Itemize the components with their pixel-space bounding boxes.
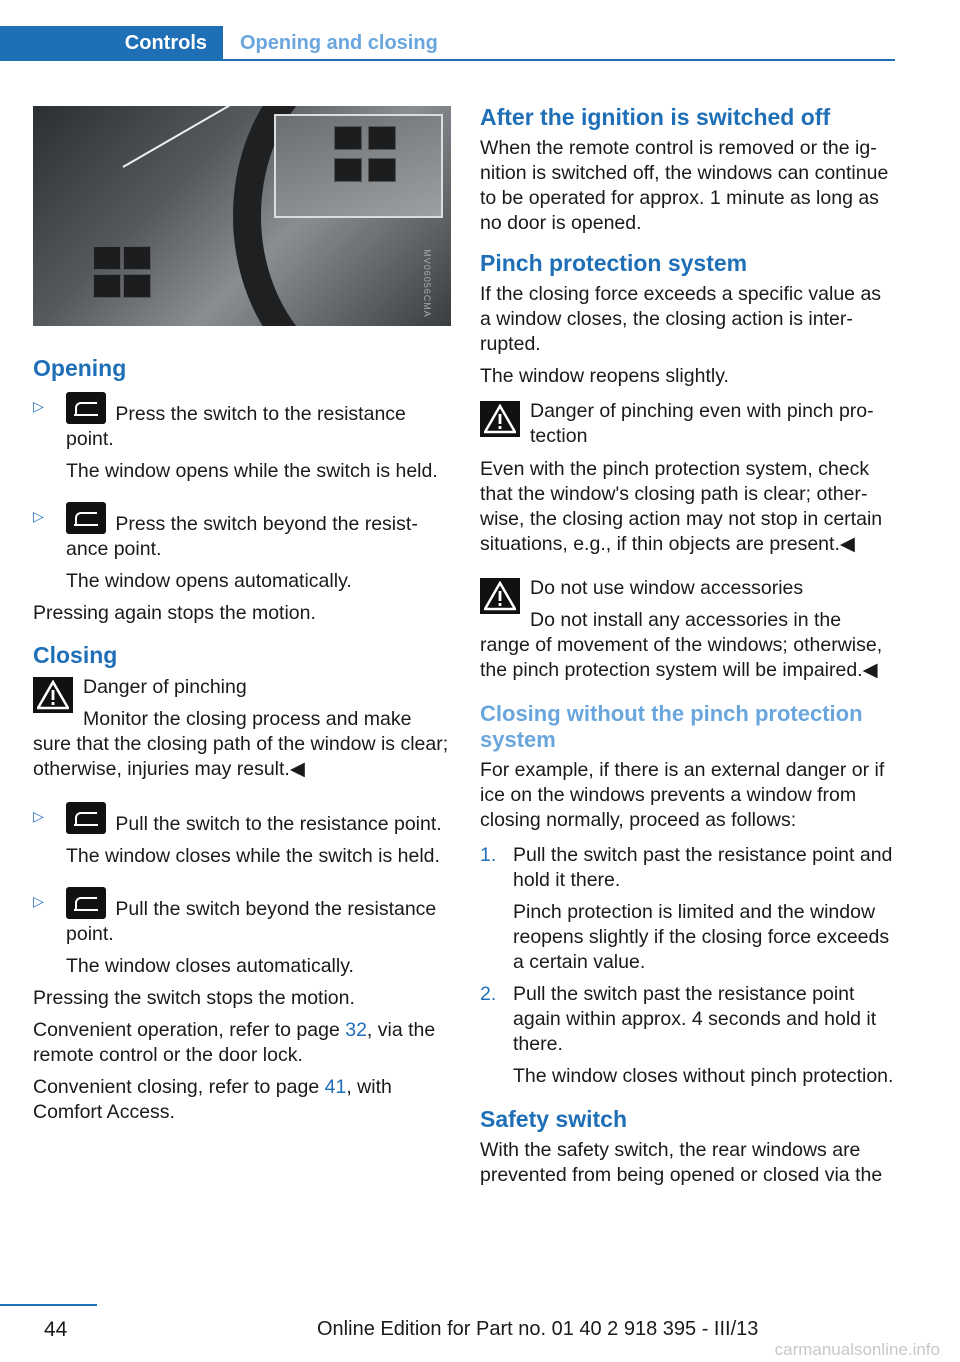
list-item xyxy=(33,502,453,594)
pinch-text: If the closing force exceeds a specific value as a window closes, the closing action is interrupted. xyxy=(480,283,882,355)
footer-text: Online Edition for Part no. 01 40 2 918 395 - III/13 xyxy=(317,1318,759,1340)
warning-icon xyxy=(480,401,520,437)
warning-icon xyxy=(480,578,520,614)
switch-shape xyxy=(334,158,362,182)
warning-title: Do not use window accessories xyxy=(530,577,804,599)
photo-code: MV06056CMA xyxy=(422,249,433,318)
subsection-tab[interactable]: Opening and closing xyxy=(240,32,438,54)
convenient-closing-text xyxy=(33,1075,453,1125)
text-part: , with Comfort Access. xyxy=(33,1076,392,1123)
window-switch-icon xyxy=(66,502,106,534)
pinch-heading: Pinch protection system xyxy=(480,250,748,276)
ignition-text: When the remote control is removed or the ignition is switched off, the windows can continue to be operated for approx. 1 minute as long as no door is opened. xyxy=(480,137,889,234)
nopinch-text: For example, if there is an external danger or if ice on the windows prevents a window from closing normally, proceed as follows: xyxy=(480,759,885,831)
item-text: Pull the switch beyond the resistance point. xyxy=(66,898,437,945)
warning-block xyxy=(480,576,895,601)
page-number: 44 xyxy=(44,1318,68,1341)
item-sub: The window opens while the switch is held. xyxy=(66,460,438,482)
list-item xyxy=(33,392,453,484)
left-column xyxy=(33,100,453,1125)
switch-shape xyxy=(368,158,396,182)
warning-text: Monitor the closing process and make sure that the closing path of the window is clear; otherwise, injuries may result.◀ xyxy=(33,708,449,780)
text-part: Convenient closing, refer to page xyxy=(33,1076,325,1098)
text-part: , via the remote control or the door lock. xyxy=(33,1019,436,1066)
item-text: Pull the switch to the resistance point. xyxy=(115,813,442,835)
watermark: carmanualsonline.info xyxy=(774,1340,940,1359)
triangle-bullet-icon: ▷ xyxy=(33,808,44,824)
convenient-operation-text xyxy=(33,1018,453,1068)
list-item xyxy=(33,802,453,869)
triangle-bullet-icon: ▷ xyxy=(33,398,44,414)
ignition-heading: After the ignition is switched off xyxy=(480,104,831,130)
item-text: Press the switch beyond the resistance point. xyxy=(66,513,418,560)
warning-title: Danger of pinching even with pinch protection xyxy=(530,400,874,447)
window-switch-icon xyxy=(66,887,106,919)
right-column xyxy=(480,100,895,1188)
item-sub: The window opens automatically. xyxy=(66,570,352,592)
step-number: 2. xyxy=(480,983,497,1005)
warning-text: Even with the pinch protection system, check that the window's closing path is clear; otherwise, the closing action may not stop in certain situations, e.g., if thin objects are present.◀ xyxy=(480,458,883,555)
switch-shape xyxy=(368,126,396,150)
pinch-text2: The window reopens slightly. xyxy=(480,365,729,387)
warning-icon xyxy=(33,677,73,713)
page-rule xyxy=(0,1304,97,1306)
safety-heading: Safety switch xyxy=(480,1106,627,1132)
safety-text: With the safety switch, the rear windows are prevented from being opened or closed via the xyxy=(480,1139,883,1186)
switch-shape xyxy=(123,274,151,298)
switch-closeup-inset xyxy=(274,114,443,218)
triangle-bullet-icon: ▷ xyxy=(33,508,44,524)
opening-after: Pressing again stops the motion. xyxy=(33,602,316,624)
section-tab[interactable]: Controls xyxy=(0,26,223,61)
item-sub: The window closes while the switch is held. xyxy=(66,845,440,867)
opening-heading: Opening xyxy=(33,355,127,381)
page-link[interactable]: 32 xyxy=(345,1019,367,1041)
step-number: 1. xyxy=(480,844,497,866)
window-switch-icon xyxy=(66,802,106,834)
nopinch-heading: Closing without the pinch protection system xyxy=(480,701,863,752)
header-bar xyxy=(0,26,895,61)
warning-block xyxy=(33,675,453,700)
closing-heading: Closing xyxy=(33,642,118,668)
step-text: Pull the switch past the resistance point again within approx. 4 seconds and hold it there. xyxy=(513,983,877,1055)
text-part: Convenient operation, refer to page xyxy=(33,1019,346,1041)
step-sub: The window closes without pinch protection. xyxy=(513,1065,894,1087)
page-link[interactable]: 41 xyxy=(324,1076,347,1098)
list-item xyxy=(480,843,895,975)
warning-block xyxy=(480,399,895,449)
list-item xyxy=(480,982,895,1089)
step-text: Pull the switch past the resistance point and hold it there. xyxy=(513,844,893,891)
warning-title: Danger of pinching xyxy=(83,676,247,698)
closing-after: Pressing the switch stops the motion. xyxy=(33,987,355,1009)
window-switch-photo xyxy=(33,106,451,326)
switch-shape xyxy=(93,274,121,298)
item-sub: The window closes automatically. xyxy=(66,955,354,977)
window-switch-icon xyxy=(66,392,106,424)
switch-shape xyxy=(123,246,151,270)
list-item xyxy=(33,887,453,979)
triangle-bullet-icon: ▷ xyxy=(33,893,44,909)
switch-shape xyxy=(93,246,121,270)
step-sub: Pinch protection is limited and the window reopens slightly if the closing force exceeds a certain value. xyxy=(513,901,890,973)
item-text: Press the switch to the resistance point. xyxy=(66,403,406,450)
warning-text: Do not install any accessories in the range of movement of the windows; otherwise, the pinch protection system will be impaired.◀ xyxy=(480,609,883,681)
switch-shape xyxy=(334,126,362,150)
